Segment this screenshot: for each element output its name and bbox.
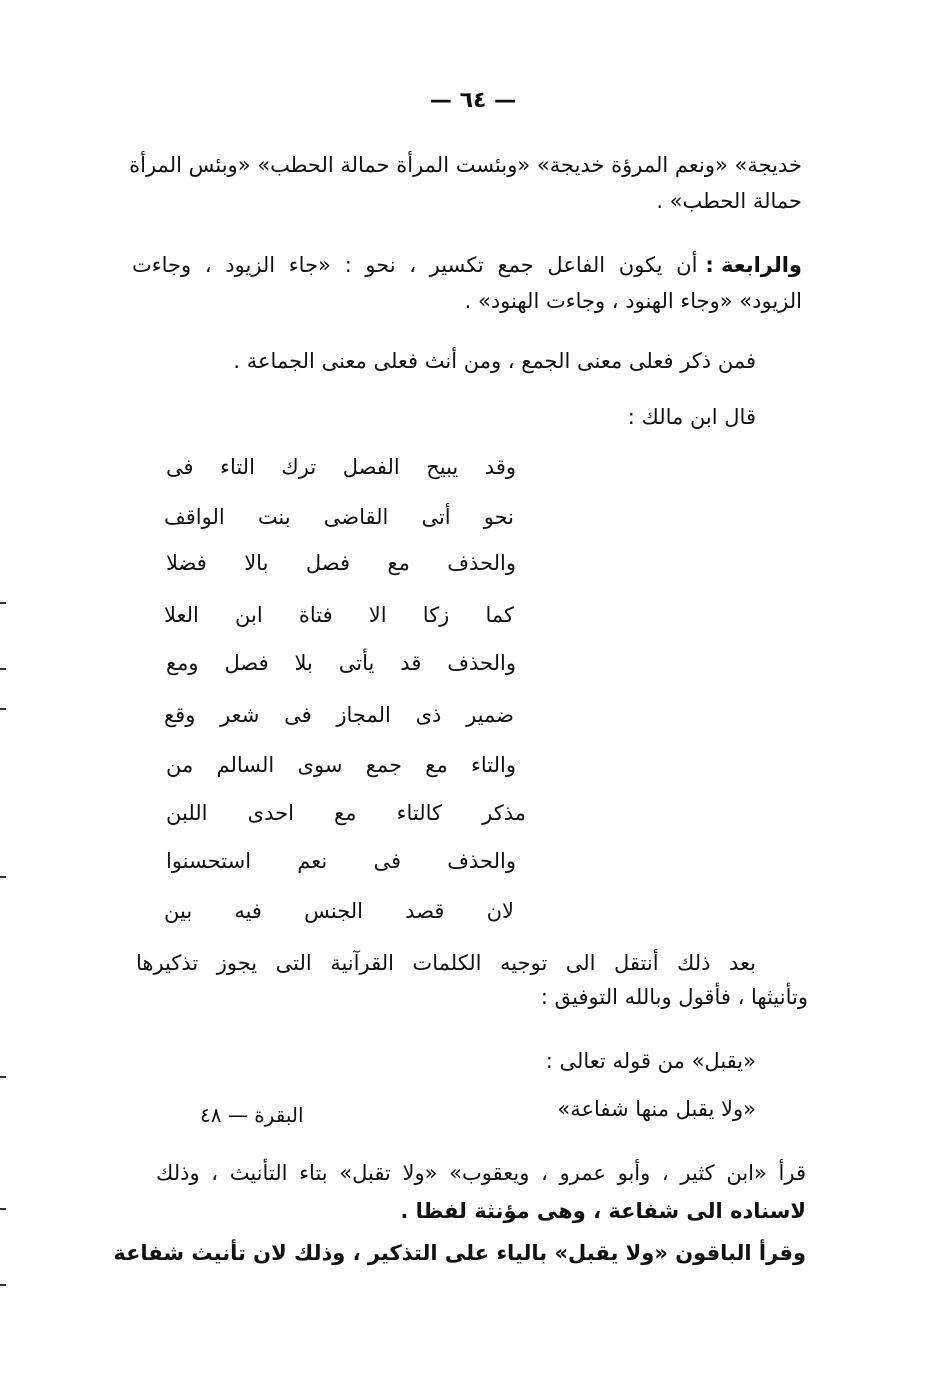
paragraph-2-lead: والرابعة : (705, 253, 802, 277)
poem-line-5-second: لان قصد الجنس فيه بين (164, 899, 514, 923)
paragraph-4-line-2: وتأنيثها ، فأقول وبالله التوفيق : (540, 985, 808, 1009)
poem-line-5-first: والحذف فى نعم استحسنوا (166, 849, 516, 873)
quranic-verse: «ولا يقبل منها شفاعة» (557, 1097, 756, 1121)
quote-intro: قال ابن مالك : (627, 405, 756, 429)
poem-line-4-first: والتاء مع جمع سوى السالم من (166, 753, 516, 777)
scan-margin-mark (0, 708, 6, 710)
poem-line-2-first: والحذف مع فصل بالا فضلا (166, 551, 516, 575)
scan-margin-mark (0, 602, 6, 604)
poem-line-3-second: ضمير ذى المجاز فى شعر وقع (164, 703, 514, 727)
poem-line-2-second: كما زكا الا فتاة ابن العلا (164, 603, 514, 627)
word-heading: «يقبل» من قوله تعالى : (545, 1049, 756, 1073)
scan-margin-mark (0, 1076, 6, 1078)
poem-line-1-first: وقد يبيح الفصل ترك التاء فى (166, 455, 516, 479)
poem-line-1-second: نحو أتى القاضى بنت الواقف (164, 505, 514, 529)
page-number: — ٦٤ — (429, 88, 517, 113)
scan-margin-mark (0, 1208, 6, 1210)
poem-line-3-first: والحذف قد يأتى بلا فصل ومع (166, 651, 516, 675)
scan-margin-mark (0, 1284, 6, 1286)
paragraph-5-line-2: لاسناده الى شفاعة ، وهى مؤنثة لفظا . (400, 1199, 806, 1223)
paragraph-2-line-1 (132, 250, 802, 280)
scan-margin-mark (0, 668, 6, 670)
paragraph-3: فمن ذكر فعلى معنى الجمع ، ومن أنث فعلى معنى الجماعة . (233, 349, 756, 373)
paragraph-1-line-2: حمالة الحطب» . (656, 189, 802, 213)
verse-reference: البقرة — ٤٨ (200, 1103, 304, 1127)
paragraph-6: وقرأ الباقون «ولا يقبل» بالياء على التذكير ، وذلك لان تأنيث شفاعة (113, 1241, 806, 1265)
paragraph-1-line-1: خديجة» «ونعم المرؤة خديجة» «وبئست المرأة حمالة الحطب» «وبئس المرأة (129, 153, 802, 177)
paragraph-5-line-1: قرأ «ابن كثير ، وأبو عمرو ، ويعقوب» «ولا تقبل» بتاء التأنيث ، وذلك (156, 1161, 806, 1185)
paragraph-2-line-2: الزيود» «وجاء الهنود ، وجاءت الهنود» . (464, 289, 802, 313)
paragraph-4-line-1: بعد ذلك أنتقل الى توجيه الكلمات القرآنية التى يجوز تذكيرها (136, 951, 756, 975)
scan-margin-mark (0, 876, 6, 878)
poem-line-4-second: مذكر كالتاء مع احدى اللبن (166, 801, 526, 825)
paragraph-2-line-1-text: أن يكون الفاعل جمع تكسير ، نحو : «جاء الزيود ، وجاءت (132, 253, 698, 277)
